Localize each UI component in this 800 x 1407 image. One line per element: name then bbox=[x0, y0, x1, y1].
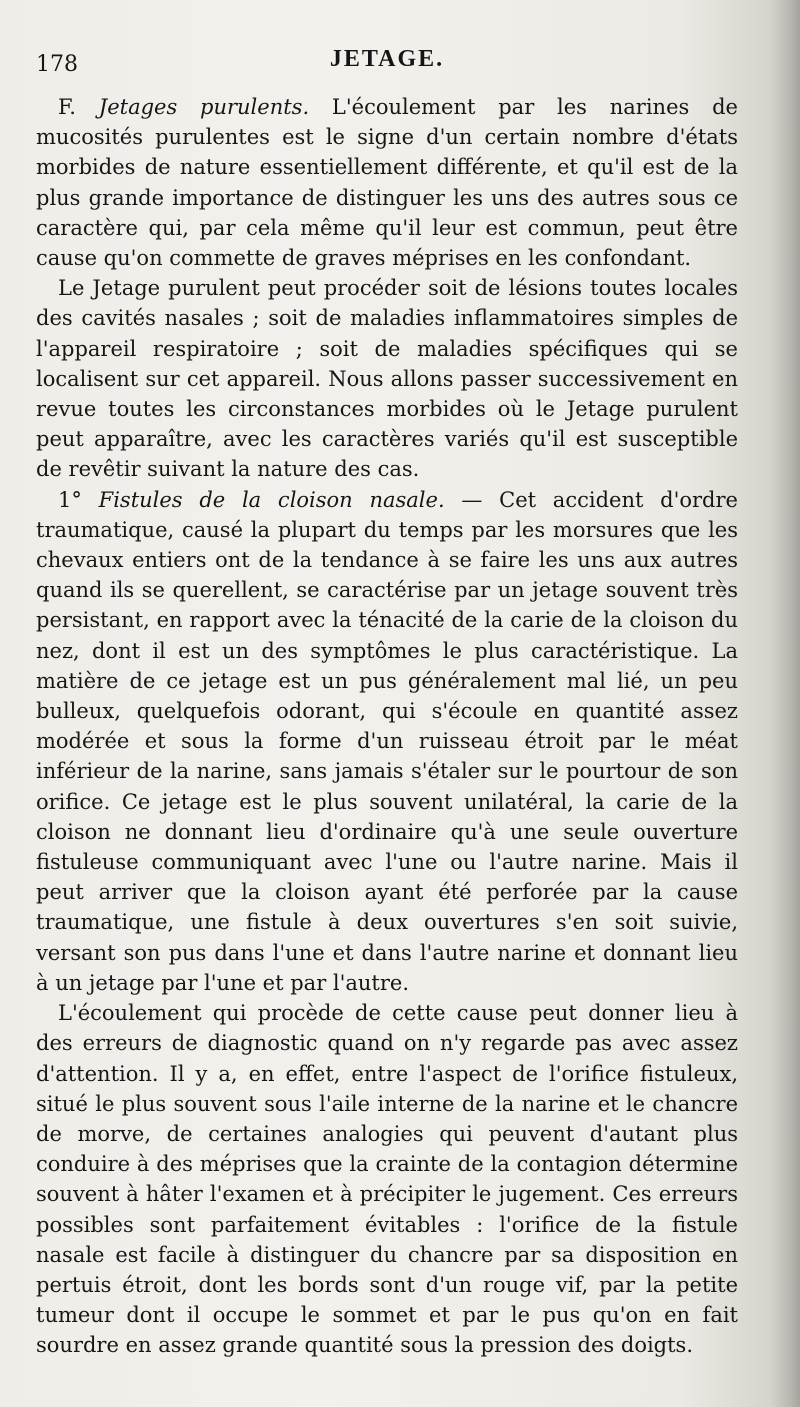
section-title: Fistules de la cloison nasale. bbox=[98, 487, 445, 512]
paragraph-fistules bbox=[36, 485, 738, 998]
paragraph-text: Le Jetage purulent peut procéder soit de lésions toutes locales des cavités nasales ; soit de maladies inflammatoires simples de l'appareil respiratoire ; soit de maladies spécifiques qui se localisent sur cet appareil. Nous allons passer successivement en revue toutes les circonstances morbides où le Jetage purulent peut apparaître, avec les caractères variés qu'il est susceptible de revêtir suivant la nature des cas. bbox=[36, 276, 738, 482]
paragraph-jetage-origins bbox=[36, 273, 738, 484]
body-text bbox=[36, 92, 738, 1361]
paragraph-text: L'écoulement qui procède de cette cause peut donner lieu à des erreurs de diagnostic quand on n'y regarde pas avec assez d'attention. Il y a, en effet, entre l'aspect de l'orifice fistuleux, situé le plus souvent sous l'aile interne de la narine et le chancre de morve, de certaines analogies qui peuvent d'autant plus conduire à des méprises que la crainte de la contagion détermine souvent à hâter l'examen et à précipiter le jugement. Ces erreurs possibles sont parfaitement évitables : l'orifice de la fistule nasale est facile à distinguer du chancre par sa disposition en pertuis étroit, dont les bords sont d'un rouge vif, par la petite tumeur dont il occupe le sommet et par le pus qu'on en fait sourdre en assez grande quantité sous la pression des doigts. bbox=[36, 1001, 738, 1358]
paragraph-text: — Cet accident d'ordre traumatique, causé la plupart du temps par les morsures que les chevaux entiers ont de la tendance à se faire les uns aux autres quand ils se querellent, se caractérise par un jetage souvent très persistant, en rapport avec la ténacité de la carie de la cloison du nez, dont il est un des symptômes le plus caractéristique. La matière de ce jetage est un pus généralement mal lié, un peu bulleux, quelquefois odorant, qui s'écoule en quantité assez modérée et sous la forme d'un ruisseau étroit par le méat inférieur de la narine, sans jamais s'étaler sur le pourtour de son orifice. Ce jetage est le plus souvent unilatéral, la carie de la cloison ne donnant lieu d'ordinaire qu'à une seule ouverture fistuleuse communiquant avec l'une ou l'autre narine. Mais il peut arriver que la cloison ayant été perforée par la cause traumatique, une fistule à deux ouvertures s'en soit suivie, versant son pus dans l'une et dans l'autre narine et donnant lieu à un jetage par l'une et par l'autre. bbox=[36, 487, 738, 995]
page-number: 178 bbox=[36, 52, 78, 77]
section-marker: F. bbox=[58, 95, 76, 119]
paragraph-text: L'écoulement par les narines de mucosités purulentes est le signe d'un certain nombre d'états morbides de nature essentiellement différente, et qu'il est de la plus grande importance de distinguer les uns des autres sous ce caractère qui, par cela même qu'il leur est commun, peut être cause qu'on commette de graves méprises en les confondant. bbox=[36, 95, 738, 271]
paragraph-jetages-purulents bbox=[36, 92, 738, 273]
section-title: Jetages purulents. bbox=[98, 95, 310, 119]
running-title: JETAGE. bbox=[329, 46, 445, 72]
section-marker: 1° bbox=[58, 487, 82, 512]
page-edge-shadow bbox=[770, 0, 800, 1407]
paragraph-diagnostic-errors bbox=[36, 998, 738, 1360]
page-header bbox=[36, 44, 738, 84]
